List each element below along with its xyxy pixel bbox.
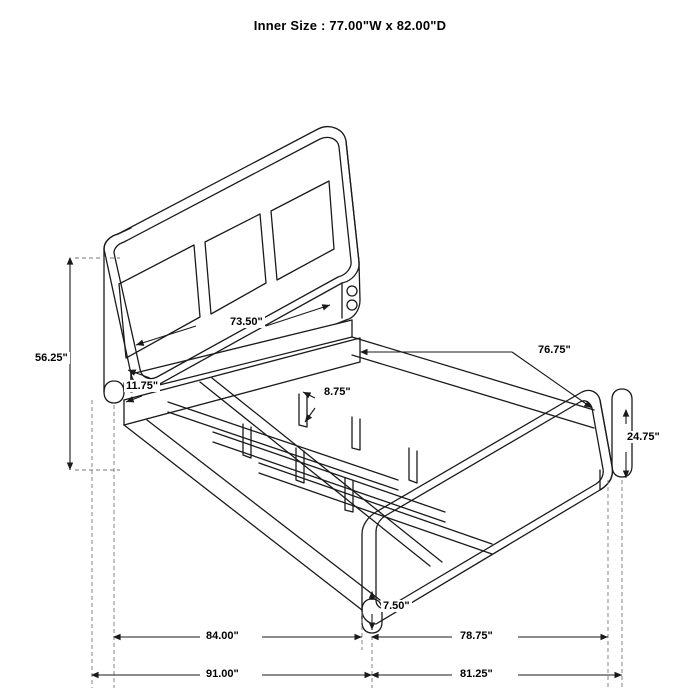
- page-title: Inner Size : 77.00"W x 82.00"D: [253, 18, 447, 33]
- dimension-label-headboard-panel-width: 73.50": [230, 316, 263, 328]
- dimension-label-headboard-height: 56.25": [35, 352, 68, 364]
- dimension-label-side-rail-to-floor: 11.75": [126, 380, 159, 392]
- dimension-label-length-outer-left: 91.00": [206, 668, 239, 680]
- dimension-label-footboard-clearance: 7.50": [383, 600, 410, 612]
- dimension-label-length-inner-right: 78.75": [460, 630, 493, 642]
- bed-outline: [104, 127, 632, 633]
- dimension-label-rail-length: 76.75": [538, 344, 571, 356]
- dimension-label-length-outer-right: 81.25": [460, 668, 493, 680]
- dimension-label-length-inner-left: 84.00": [206, 630, 239, 642]
- dimension-label-slat-height: 8.75": [324, 386, 351, 398]
- dimension-label-footboard-height: 24.75": [627, 431, 660, 443]
